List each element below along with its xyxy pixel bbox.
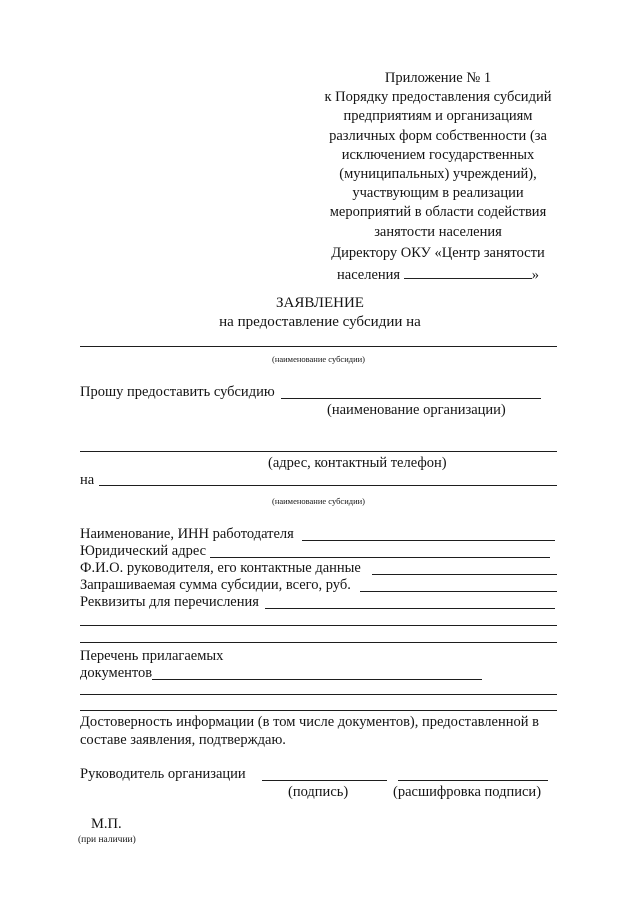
appendix-line: к Порядку предоставления субсидий bbox=[324, 89, 552, 106]
field-employer-name-inn-label: Наименование, ИНН работодателя bbox=[80, 526, 294, 542]
signature-decode-field[interactable] bbox=[398, 780, 548, 781]
documents-label-line-1: Перечень прилагаемых bbox=[80, 648, 224, 664]
on-label: на bbox=[80, 472, 95, 488]
appendix-line: занятости населения bbox=[374, 223, 502, 240]
documents-label-line-2: документов bbox=[80, 665, 153, 681]
bank-details-field-line-2[interactable] bbox=[80, 625, 557, 626]
addressee-line-2 bbox=[300, 264, 576, 286]
requested-amount-field[interactable] bbox=[360, 591, 557, 592]
bank-details-field-line-3[interactable] bbox=[80, 642, 557, 643]
hint-subsidy-name-2: (наименование субсидии) bbox=[271, 496, 366, 506]
signature-label: Руководитель организации bbox=[80, 766, 246, 782]
documents-field-line-3[interactable] bbox=[80, 710, 557, 711]
documents-field-line-2[interactable] bbox=[80, 694, 557, 695]
signature-field[interactable] bbox=[262, 780, 387, 781]
confirmation-line-2: составе заявления, подтверждаю. bbox=[80, 732, 286, 748]
appendix-line: мероприятий в области содействия bbox=[329, 204, 547, 221]
organization-name-field[interactable] bbox=[281, 398, 541, 399]
addressee-line-1: Директору ОКУ «Центр занятости bbox=[331, 245, 545, 261]
employment-center-name-field[interactable] bbox=[404, 264, 532, 279]
appendix-line: предприятиям и организациям bbox=[343, 108, 533, 125]
field-bank-details-label: Реквизиты для перечисления bbox=[80, 594, 259, 610]
stamp-label: М.П. bbox=[91, 816, 122, 832]
document-subtitle: на предоставление субсидии на bbox=[219, 314, 421, 330]
document-title: ЗАЯВЛЕНИЕ bbox=[276, 295, 364, 311]
hint-signature: (подпись) bbox=[288, 784, 349, 800]
field-legal-address-label: Юридический адрес bbox=[80, 543, 207, 559]
confirmation-line-1: Достоверность информации (в том числе документов), предоставленной в bbox=[80, 714, 539, 730]
appendix-line: (муниципальных) учреждений), bbox=[339, 166, 537, 183]
appendix-line: Приложение № 1 bbox=[384, 70, 492, 86]
addressee-block bbox=[300, 244, 576, 285]
appendix-line: участвующим в реализации bbox=[352, 185, 524, 202]
bank-details-field[interactable] bbox=[265, 608, 555, 609]
legal-address-field[interactable] bbox=[210, 557, 550, 558]
employer-name-inn-field[interactable] bbox=[302, 540, 555, 541]
address-phone-field[interactable] bbox=[80, 451, 557, 452]
field-requested-amount-label: Запрашиваемая сумма субсидии, всего, руб. bbox=[80, 577, 351, 593]
hint-if-any: (при наличии) bbox=[78, 835, 136, 845]
hint-signature-decode: (расшифровка подписи) bbox=[393, 784, 542, 800]
documents-field[interactable] bbox=[152, 679, 482, 680]
subsidy-name-field[interactable] bbox=[80, 346, 557, 347]
addressee-suffix: » bbox=[531, 266, 539, 283]
hint-subsidy-name: (наименование субсидии) bbox=[271, 354, 366, 364]
manager-contacts-field[interactable] bbox=[372, 574, 557, 575]
subsidy-name-field-2[interactable] bbox=[99, 485, 557, 486]
appendix-line: исключением государственных bbox=[341, 146, 535, 163]
hint-organization-name: (наименование организации) bbox=[327, 402, 506, 418]
field-manager-contacts-label: Ф.И.О. руководителя, его контактные данные bbox=[80, 560, 361, 576]
appendix-header bbox=[300, 69, 576, 242]
addressee-prefix: населения bbox=[337, 266, 401, 283]
hint-address-phone: (адрес, контактный телефон) bbox=[268, 455, 447, 471]
request-text: Прошу предоставить субсидию bbox=[80, 384, 275, 400]
appendix-line: различных форм собственности (за bbox=[329, 127, 547, 144]
